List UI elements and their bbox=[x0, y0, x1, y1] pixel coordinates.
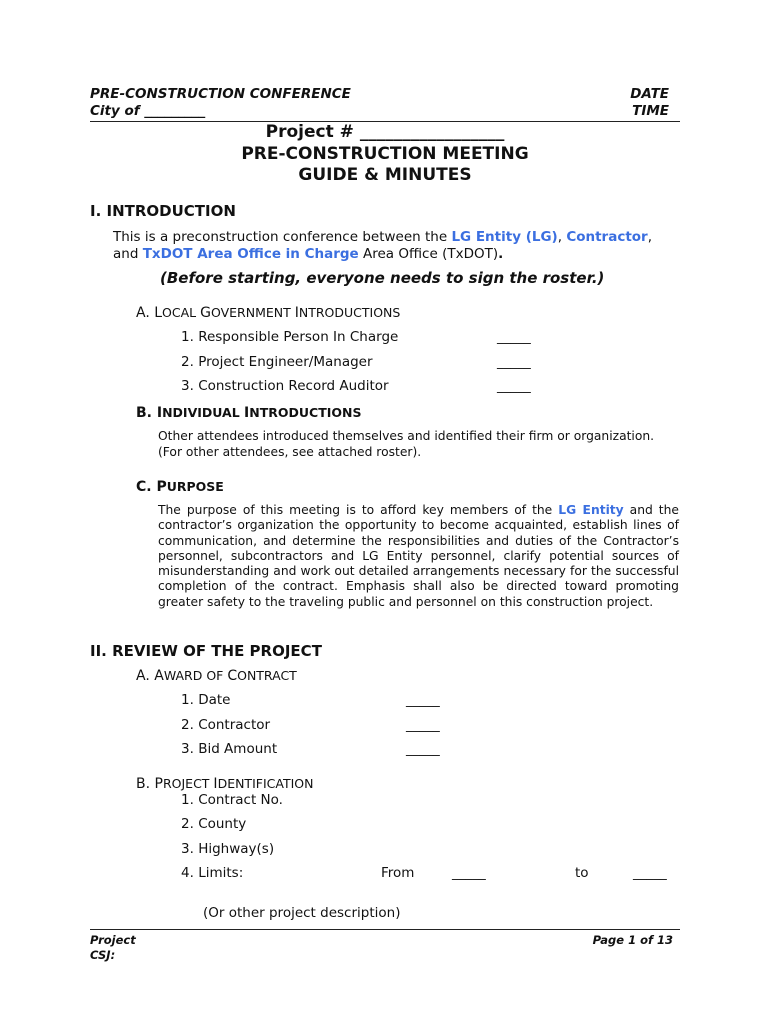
project-engineer-blank: _____ bbox=[497, 354, 531, 370]
lg-entity-term: LG Entity (LG) bbox=[451, 229, 558, 245]
lg-entity-term: LG Entity bbox=[558, 503, 624, 517]
footer-divider bbox=[90, 929, 680, 930]
header-city: City of _________ bbox=[90, 103, 206, 119]
award-date-blank: _____ bbox=[406, 692, 440, 708]
individual-introductions-line1: Other attendees introduced themselves and identified their firm or organization. bbox=[158, 429, 655, 443]
individual-introductions-line2: (For other attendees, see attached roster). bbox=[158, 445, 422, 459]
subsection-award-of-contract: A. AWARD OF CONTRACT bbox=[136, 668, 297, 684]
footer-project: Project bbox=[90, 933, 136, 947]
header-conference-title: PRE-CONSTRUCTION CONFERENCE bbox=[90, 86, 351, 102]
footer-csj: CSJ: bbox=[90, 948, 116, 962]
footer-left bbox=[90, 933, 136, 963]
list-item: 3. Construction Record Auditor bbox=[181, 378, 389, 394]
header-time: TIME bbox=[632, 103, 669, 119]
subsection-purpose: C. PURPOSE bbox=[136, 479, 224, 495]
header-right bbox=[630, 86, 669, 120]
header-date: DATE bbox=[630, 86, 669, 102]
contractor-term: Contractor bbox=[566, 229, 648, 245]
project-number-line: Project # _________________ bbox=[265, 122, 505, 142]
section-heading-introduction: I. INTRODUCTION bbox=[90, 202, 236, 220]
limits-from-label: From bbox=[381, 865, 415, 881]
roster-note: (Before starting, everyone needs to sign the roster.) bbox=[160, 269, 605, 287]
section-heading-review-of-project: II. REVIEW OF THE PROJECT bbox=[90, 642, 322, 660]
header-left bbox=[90, 86, 351, 120]
limits-from-blank: _____ bbox=[452, 865, 486, 881]
list-item: 1. Date bbox=[181, 692, 231, 708]
subsection-project-identification: B. PROJECT IDENTIFICATION bbox=[136, 776, 314, 792]
introduction-paragraph: This is a preconstruction conference between the LG Entity (LG), Contractor, and TxDOT Area Office in Charge Area Office (TxDOT). bbox=[113, 229, 653, 262]
page-title: PRE-CONSTRUCTION MEETING bbox=[241, 144, 529, 164]
responsible-person-blank: _____ bbox=[497, 329, 531, 345]
list-item: 3. Highway(s) bbox=[181, 841, 275, 857]
list-item: 1. Contract No. bbox=[181, 792, 283, 808]
subsection-local-government-introductions: A. LOCAL GOVERNMENT INTRODUCTIONS bbox=[136, 305, 401, 321]
limits-to-label: to bbox=[575, 865, 589, 881]
other-project-description: (Or other project description) bbox=[203, 905, 401, 921]
list-item: 4. Limits: bbox=[181, 865, 244, 881]
list-item: 1. Responsible Person In Charge bbox=[181, 329, 399, 345]
txdot-office-term: TxDOT Area Office in Charge bbox=[142, 246, 359, 262]
page-number: Page 1 of 13 bbox=[592, 933, 673, 947]
award-bid-amount-blank: _____ bbox=[406, 741, 440, 757]
list-item: 2. Contractor bbox=[181, 717, 271, 733]
list-item: 2. County bbox=[181, 816, 247, 832]
award-contractor-blank: _____ bbox=[406, 717, 440, 733]
list-item: 2. Project Engineer/Manager bbox=[181, 354, 373, 370]
record-auditor-blank: _____ bbox=[497, 378, 531, 394]
subsection-individual-introductions: B. INDIVIDUAL INTRODUCTIONS bbox=[136, 405, 362, 421]
limits-to-blank: _____ bbox=[633, 865, 667, 881]
purpose-paragraph: The purpose of this meeting is to afford key members of the LG Entity and the contractor’s organization the opportunity to become acquainted, establish lines of communication, and determine the responsibilities and duties of the Contractor’s personnel, subcontractors and LG Entity personnel, clarify potential sources of misunderstanding and work out detailed arrangements necessary for the successful completion of the contract. Emphasis shall also be directed toward promoting greater safety to the traveling public and personnel on this construction project. bbox=[158, 503, 679, 609]
page-subtitle: GUIDE & MINUTES bbox=[298, 165, 472, 185]
list-item: 3. Bid Amount bbox=[181, 741, 278, 757]
